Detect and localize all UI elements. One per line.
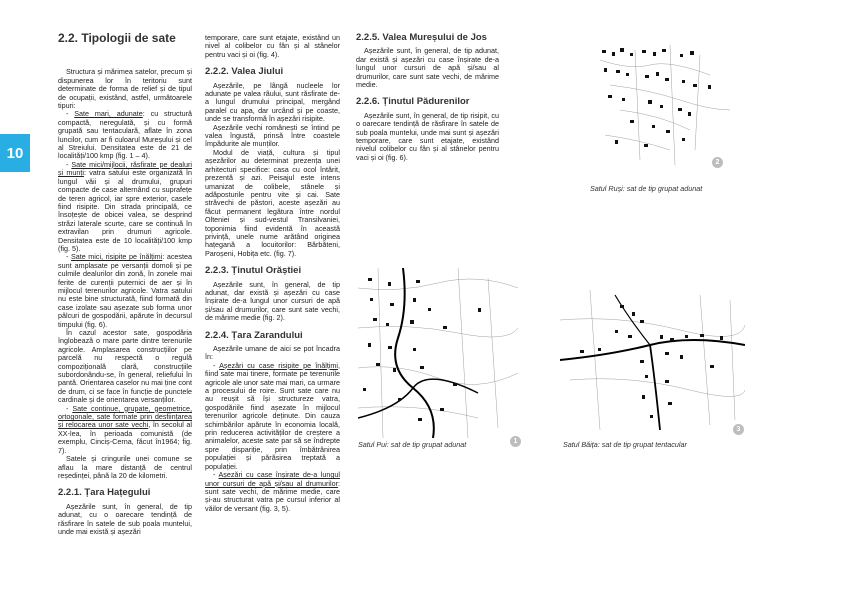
subsection-heading: 2.2.3. Ținutul Orăștiei — [205, 265, 302, 277]
figure-caption: Satul Băița: sat de tip grupat tentacular — [563, 440, 687, 449]
figure-caption: Satul Pui: sat de tip grupat adunat — [358, 440, 467, 449]
village-map-rusi — [590, 40, 740, 170]
paragraph: - Sate continue, grupate, geometrice, ortogonale, sate formate prin desființarea și relocarea unor sate vechi, în secolul al XX-lea, în perioada comunistă (de exemplu, Cinciș-Cerna, făcut în1964; fig. 7). — [58, 403, 193, 455]
subsection-heading: 2.2.5. Valea Mureșului de Jos — [356, 32, 487, 43]
paragraph: - Sate mari, adunate: cu structură compactă, neregulată, și cu formă grupată sau tentaculară, aflate în zona luncilor, cum ar fi culoarul Mureșului și cel al Streiului. Densitatea este de 21 de localități/100 kmp (fig. 1 – 4). — [58, 109, 193, 161]
paragraph: Structura și mărimea satelor, precum și dispunerea lor în teritoriu sunt determinate de forma de relief și de tipul de ocupații, existând, astfel, următoarele tipuri: — [58, 67, 192, 111]
paragraph: Așezările sunt, în general, de tip adunat, dar există și așezări cu case înșirate de-a lungul unor cursuri de apă și/sau al drumurilor, care sunt sate vechi, de mărime medie (fig. 2). — [205, 279, 340, 323]
paragraph: Așezările, pe lângă nucleele lor adunate pe valea râului, sunt răsfirate de-a lungul drumului principal, mergând paralel cu apa, dar urcând și pe coaste, unde se transformă în așezări risipite. — [205, 80, 340, 124]
paragraph: Așezările sunt, în general, de tip risipit, cu o oarecare tendință de răsfirare în satele de sub poala muntelui, unde mai sunt și așezări temporare, care sunt etajate, existând nivelul colibelor cu fân și al stânelor pentru vaci și oi (fig. 6). — [356, 110, 499, 162]
paragraph: - Așezări cu case risipite pe înălțimi, fiind sate mai tinere, formate pe terenurile agricole ale unor sate mai mari, ca urmare a procesului de roire. Sunt sate care nu au reușit să își structureze vatra, gospodăriile fiind așezate în mijlocul terenurilor agricole deținute. Din cauza schimbărilor apărute în economia locală, prin reducerea activităților de creștere a animalelor, aceste sate par să se îndrepte spre dispariție, prin îmbătrânirea populației și părăsirea treptată a populației. — [205, 360, 340, 471]
page-number: 10 — [6, 144, 24, 162]
figure-number-badge: 2 — [712, 157, 723, 168]
figure-number-badge: 1 — [510, 436, 521, 447]
paragraph: - Sate mici/mijlocii, răsfirate pe dealuri și munți: vatra satului este organizată în lungul văii și al drumului, grupuri compacte de case alternând cu suprafețe de teren agricol, iar spre exterior, casele fiind risipite. Din strada principală, ce însoțește de obicei valea, se desprind străzi laterale scurte, care se continuă în extravilan prin drumuri agricole. Densitatea este de 10 localități/100 kmp (fig. 5). — [58, 159, 193, 253]
paragraph: Așezările sunt, în general, de tip adunat, dar există și așezări cu case înșirate de-a lungul unor cursuri de apă și/sau al drumurilor, care sunt sate vechi, de mărime medie. — [356, 46, 499, 90]
paragraph: temporare, care sunt etajate, existând un nivel al colibelor cu fân și al stânelor pentru vaci și oi (fig. 4). — [205, 33, 340, 59]
paragraph: - Sate mici, risipite pe înălțimi: acestea sunt amplasate pe versanții domoli și pe culmile dealurilor din zonă, în zonele mai ferite de curenții puternici de aer și în mijlocul terenurilor agricole. Vatra satului nu este bine structurată, fiind formată din case izolate sau așezate sub forma unor pâlcuri de gospodării, apărute în decursul timpului (fig. 6). — [58, 252, 193, 329]
figure-caption: Satul Ruși: sat de tip grupat adunat — [590, 184, 703, 193]
paragraph: Satele și cringurile unei comune se aflau la mare distanță de centrul reședinței, până la 20 de kilometri. — [58, 454, 192, 480]
text-column-1 — [58, 31, 193, 536]
subsection-heading: 2.2.4. Țara Zarandului — [205, 329, 303, 341]
subsection-heading: 2.2.6. Ținutul Pădurenilor — [356, 96, 470, 108]
section-heading: 2.2. Tipologii de sate — [58, 31, 176, 45]
paragraph: În cazul acestor sate, gospodăria înglobează o mare parte dintre terenurile agricole. Amplasarea construcțiilor pe parcelă nu respectă o regulă compozițională clară, construcțiile subordonându-se, în general, reliefului în pantă. Orientarea caselor nu mai ține cont de drum, ci se face în funcție de punctele cardinale și de orientarea versanților. — [58, 328, 192, 405]
figure-number-badge: 3 — [733, 424, 744, 435]
paragraph: Modul de viață, cultura și tipul așezărilor au determinat prezența unei arhitecturi specifice: casa cu ocol întărit, prezentă și azi. Peisajul este intens umanizat de colibele, stânele și adăposturile pentru vite și cai. Sate străvechi de păstori, aceste așezări au făcut permanent legătura între nordul Olteniei și sud-vestul Transilvaniei, toponimia fiind evidentă în această privință, unele nume arătând originea hațegană a locuitorilor: Bărbăteni, Paroșeni, Hobița etc. (fig. 7). — [205, 147, 340, 258]
subsection-heading: 2.2.2. Valea Jiului — [205, 66, 284, 78]
village-map-pui — [358, 268, 518, 438]
subsection-heading: 2.2.1. Țara Hațegului — [58, 487, 151, 499]
village-map-baita — [560, 290, 745, 430]
page-number-tab — [0, 134, 30, 172]
paragraph: Așezările umane de aici se pot încadra în: — [205, 344, 340, 362]
text-column-2 — [205, 34, 340, 513]
paragraph: Așezările vechi românești se întind pe valea îngustă, prinsă între coastele împădurite ale munților. — [205, 122, 340, 149]
paragraph: Așezările sunt, în general, de tip adunat, cu o oarecare tendință de răsfirare în satele de sub poala muntelui, unde mai există și așezări — [58, 501, 192, 536]
text-column-3 — [356, 34, 499, 162]
paragraph: - Așezări cu case înșirate de-a lungul unor cursuri de apă și/sau al drumurilor: sunt sate vechi, de mărime medie, care și-au structurat vatra pe cursul inferior al văilor de versant (fig. 3, 5). — [205, 470, 340, 513]
